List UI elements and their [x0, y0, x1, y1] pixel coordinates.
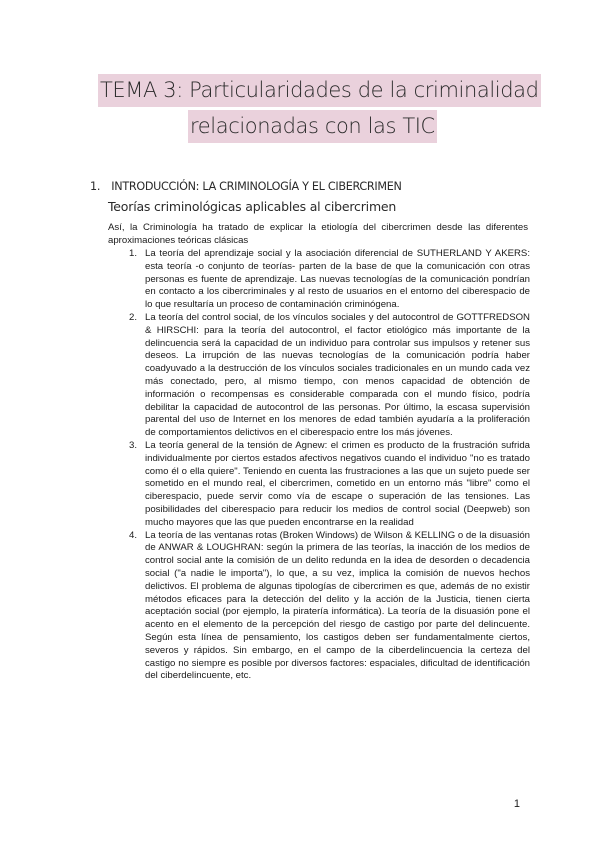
list-item — [108, 312, 530, 440]
list-item-text: La teoría del aprendizaje social y la asociación diferencial de SUTHERLAND Y AKERS: esta teoría -o conjunto de teorías- parten de la base de que la comunicación con otras personas es fuente de aprendizaje. Las nuevas tecnologías de la comunicación pondrían en contacto a los cibercriminales y al resto de usuarios en el entorno del ciberespacio de lo que resultaría un proceso de contaminación criminógena. — [145, 248, 530, 311]
section-heading — [90, 180, 402, 193]
page-number: 1 — [513, 798, 520, 810]
list-item-number: 3. — [128, 439, 137, 451]
section-heading-text: INTRODUCCIÓN: LA CRIMINOLOGÍA Y EL CIBERCRIMEN — [111, 180, 402, 193]
list-item-number: 4. — [128, 529, 137, 541]
list-item — [108, 248, 530, 312]
intro-paragraph: Así, la Criminología ha tratado de explicar la etiología del cibercrimen desde las diferentes aproximaciones teóricas clásicas — [108, 222, 528, 246]
theories-list — [108, 248, 530, 683]
page-title-line-2: relacionadas con las TIC — [188, 110, 437, 143]
list-item — [108, 530, 530, 684]
list-item-number: 2. — [128, 311, 137, 323]
list-item — [108, 440, 530, 530]
list-item-text: La teoría de las ventanas rotas (Broken Windows) de Wilson & KELLING o de la disuasión de ANWAR & LOUGHRAN: según la primera de las teorías, la inacción de los medios de control social ante la comisión de un delito redunda en la idea de desorden o decadencia social ("a nadie le importa"), lo que, a su vez, implica la comisión de nuevos hechos delictivos. El problema de algunas tipologías de cibercrimen es que, además de no existir métodos eficaces para la detección del delito y la acción de la Justicia, tienen cierta aceptación social (por ejemplo, la piratería informática). La teoría de la disuasión pone el acento en el elemento de la percepción del riesgo de castigo por parte del delincuente. Según esta línea de pensamiento, los castigos deben ser fundamentalmente ciertos, severos y rápidos. Sin embargo, en el campo de la ciberdelincuencia la certeza del castigo no siempre es posible por diversos factores: espaciales, dificultad de identificación del ciberdelincuente, etc. — [145, 529, 530, 682]
section-number: 1. — [90, 180, 101, 193]
list-item-text: La teoría general de la tensión de Agnew: el crimen es producto de la frustración sufrida individualmente por ciertos estados afectivos negativos cuando el individuo "no es tratado como él o ella quiere". Teniendo en cuenta las frustraciones a las que un sujeto puede ser sometido en el mundo real, el cibercrimen, cometido en un entorno más "libre" como el ciberespacio, puede servir como vía de escape o superación de las tensiones. Las posibilidades del ciberespacio para reducir los medios de control social (Deepweb) son mucho mayores que las que pueden encontrarse en la realidad — [145, 439, 530, 528]
page-title-line-1: TEMA 3: Particularidades de la criminalidad — [98, 74, 541, 107]
subsection-heading: Teorías criminológicas aplicables al cibercrimen — [108, 199, 397, 214]
list-item-text: La teoría del control social, de los vínculos sociales y del autocontrol de GOTTFREDSON & HIRSCHI: para la teoría del autocontrol, el factor etiológico más importante de la delincuencia será la capacidad de un individuo para controlar sus impulsos y retener sus deseos. La irrupción de las nuevas tecnologías de la comunicación podría haber coadyuvado a la destrucción de los vínculos sociales tradicionales en un mundo cada vez más conectado, pero, al mismo tiempo, con menos capacidad de obtención de información o recompensas es considerable comparada con el mundo físico, podría debilitar la capacidad de autocontrol de las personas. Por último, la escasa supervisión parental del uso de Internet en los menores de edad también ayudaría a la proliferación de comportamientos delictivos en el ciberespacio entre los más jóvenes. — [145, 311, 530, 439]
list-item-number: 1. — [128, 248, 137, 259]
